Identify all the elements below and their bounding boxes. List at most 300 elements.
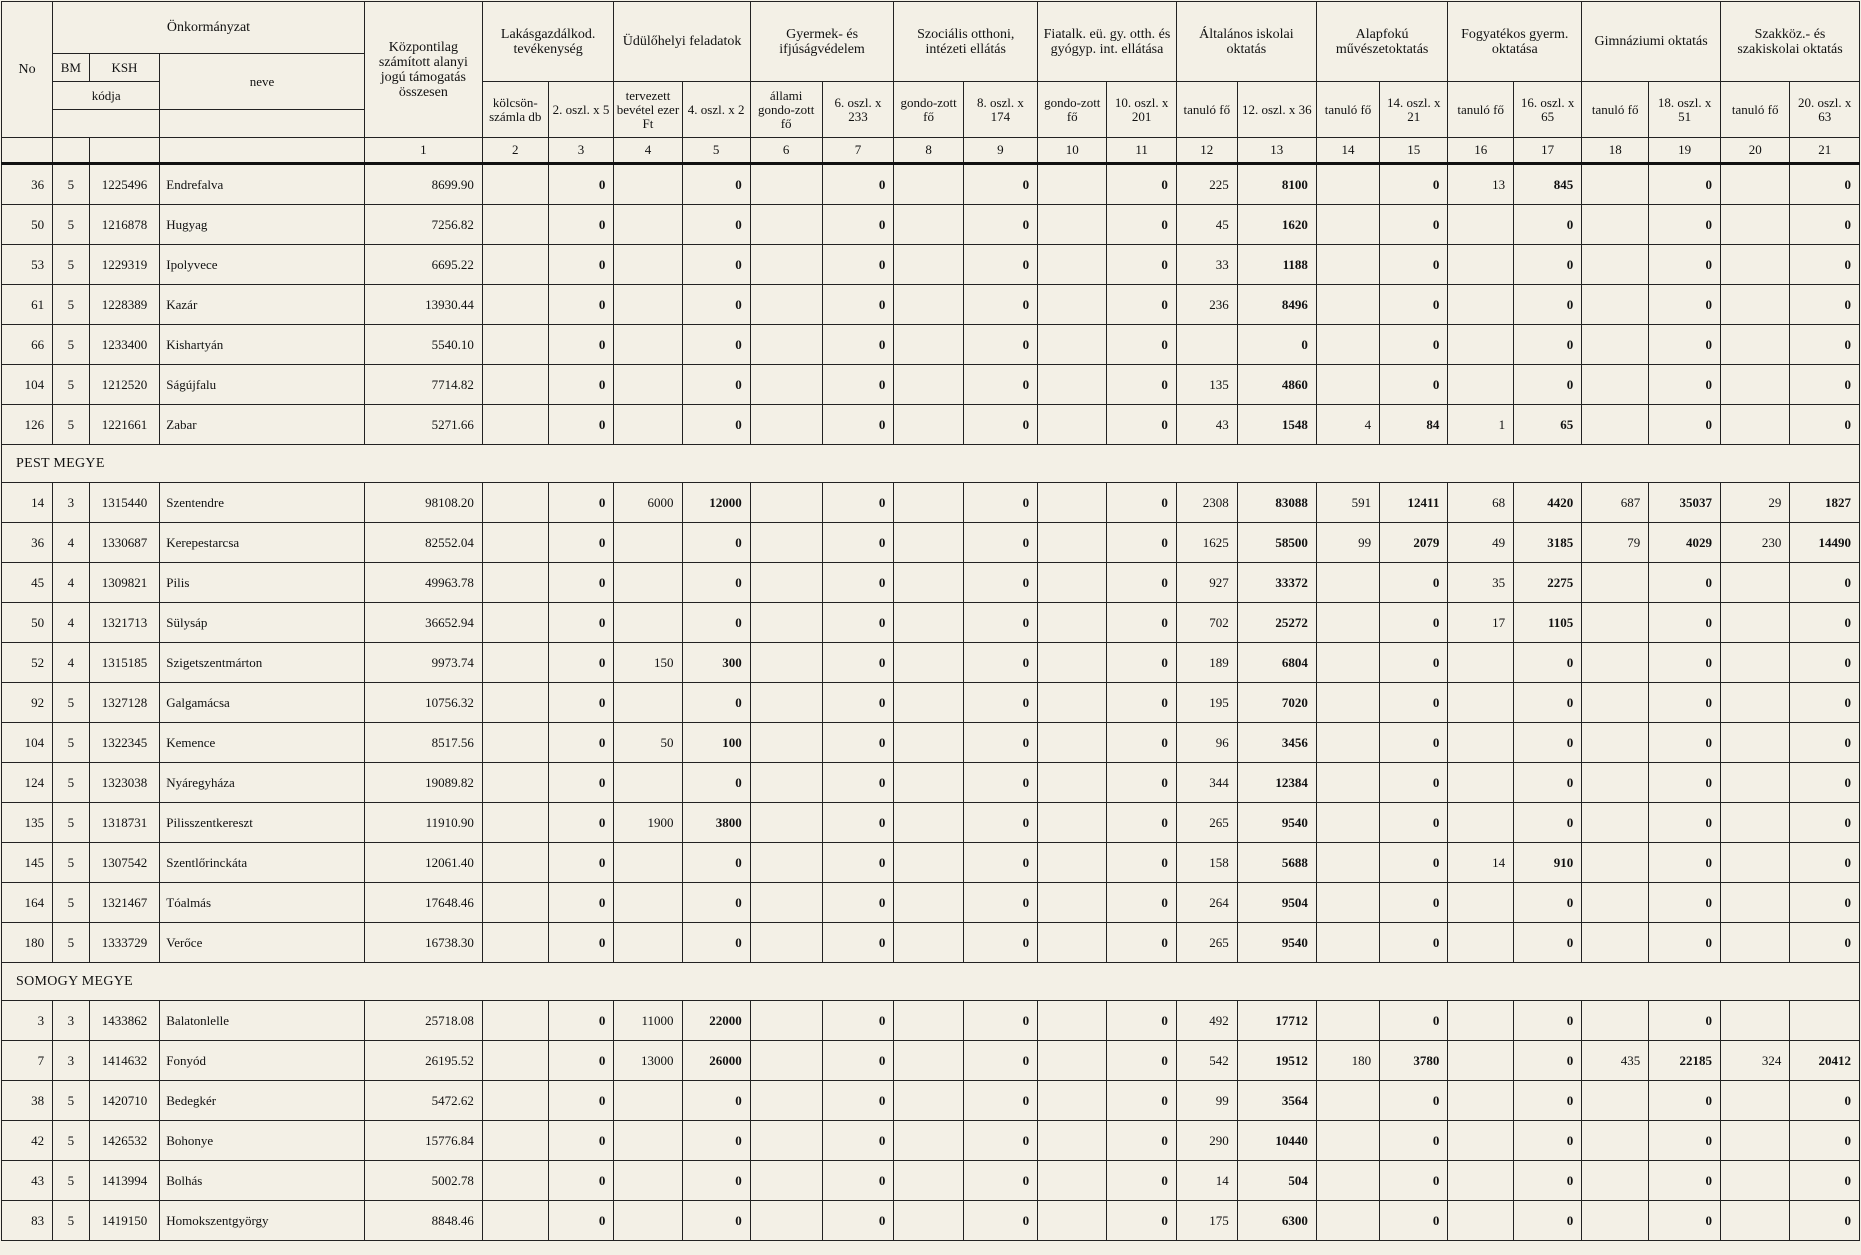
column-number: 12	[1176, 138, 1237, 164]
row-col-7: 0	[822, 1041, 894, 1081]
row-col-21: 0	[1790, 1161, 1860, 1201]
row-total-support: 36652.94	[364, 603, 482, 643]
row-col-2	[482, 1161, 548, 1201]
row-bm-code: 5	[53, 164, 90, 205]
row-col-21: 0	[1790, 164, 1860, 205]
row-col-12: 189	[1176, 643, 1237, 683]
header-group-2: Üdülőhelyi feladatok	[614, 2, 750, 82]
row-bm-code: 5	[53, 365, 90, 405]
row-municipality-name: Nyáregyháza	[160, 763, 365, 803]
row-col-5: 0	[682, 1081, 750, 1121]
row-col-12	[1176, 325, 1237, 365]
row-col-17: 4420	[1514, 483, 1582, 523]
row-col-4	[614, 1081, 682, 1121]
row-col-2	[482, 164, 548, 205]
column-number: 16	[1448, 138, 1514, 164]
column-number: 21	[1790, 138, 1860, 164]
row-col-14	[1316, 803, 1379, 843]
row-col-2	[482, 1001, 548, 1041]
row-col-18	[1582, 563, 1649, 603]
row-col-17: 65	[1514, 405, 1582, 445]
row-col-13: 1548	[1237, 405, 1316, 445]
row-col-21: 0	[1790, 405, 1860, 445]
row-municipality-name: Pilis	[160, 563, 365, 603]
row-ksh-code: 1307542	[89, 843, 160, 883]
row-col-8	[894, 923, 963, 963]
row-no: 124	[2, 763, 53, 803]
row-col-6	[750, 643, 822, 683]
row-col-14	[1316, 365, 1379, 405]
table-row	[2, 205, 1860, 245]
row-col-7: 0	[822, 883, 894, 923]
row-bm-code: 3	[53, 1001, 90, 1041]
row-col-10	[1038, 325, 1107, 365]
row-municipality-name: Tóalmás	[160, 883, 365, 923]
row-col-16: 68	[1448, 483, 1514, 523]
row-col-5: 0	[682, 603, 750, 643]
table-row	[2, 285, 1860, 325]
row-col-15: 0	[1380, 285, 1448, 325]
row-total-support: 16738.30	[364, 923, 482, 963]
row-col-18	[1582, 1081, 1649, 1121]
row-col-5: 0	[682, 843, 750, 883]
header-sub-18: 18. oszl. x 51	[1649, 82, 1721, 138]
row-col-18	[1582, 1121, 1649, 1161]
column-number: 5	[682, 138, 750, 164]
header-no: No	[2, 2, 53, 138]
row-col-17: 0	[1514, 1161, 1582, 1201]
header-sub-9: gondo-zott fő	[1038, 82, 1107, 138]
row-col-12: 265	[1176, 803, 1237, 843]
row-municipality-name: Kerepestarcsa	[160, 523, 365, 563]
row-col-8	[894, 563, 963, 603]
row-no: 14	[2, 483, 53, 523]
row-col-19: 0	[1649, 563, 1721, 603]
row-col-20	[1721, 883, 1790, 923]
column-number-blank	[89, 138, 160, 164]
row-col-16	[1448, 1121, 1514, 1161]
row-col-17: 0	[1514, 763, 1582, 803]
column-number-blank	[2, 138, 53, 164]
row-col-19: 0	[1649, 803, 1721, 843]
row-col-17: 0	[1514, 923, 1582, 963]
row-col-4	[614, 603, 682, 643]
row-col-21: 0	[1790, 1121, 1860, 1161]
row-col-2	[482, 923, 548, 963]
row-ksh-code: 1309821	[89, 563, 160, 603]
column-number: 11	[1107, 138, 1176, 164]
header-sub-11: tanuló fő	[1176, 82, 1237, 138]
row-ksh-code: 1221661	[89, 405, 160, 445]
row-col-11: 0	[1107, 523, 1176, 563]
row-col-18	[1582, 1201, 1649, 1241]
table-row	[2, 1001, 1860, 1041]
row-col-21: 0	[1790, 285, 1860, 325]
row-col-9: 0	[963, 325, 1037, 365]
row-no: 66	[2, 325, 53, 365]
row-col-21: 0	[1790, 843, 1860, 883]
row-municipality-name: Balatonlelle	[160, 1001, 365, 1041]
table-header	[2, 2, 1860, 164]
row-municipality-name: Sülysáp	[160, 603, 365, 643]
column-number-blank	[160, 138, 365, 164]
row-no: 83	[2, 1201, 53, 1241]
row-bm-code: 4	[53, 523, 90, 563]
row-col-16	[1448, 883, 1514, 923]
table-row	[2, 1121, 1860, 1161]
row-col-14	[1316, 683, 1379, 723]
row-col-3: 0	[548, 603, 614, 643]
header-sub-14: 14. oszl. x 21	[1380, 82, 1448, 138]
row-col-10	[1038, 643, 1107, 683]
row-col-5: 3800	[682, 803, 750, 843]
row-col-16: 13	[1448, 164, 1514, 205]
row-col-6	[750, 405, 822, 445]
row-col-9: 0	[963, 285, 1037, 325]
row-col-12: 45	[1176, 205, 1237, 245]
row-total-support: 17648.46	[364, 883, 482, 923]
row-col-11: 0	[1107, 405, 1176, 445]
row-col-10	[1038, 1041, 1107, 1081]
row-col-7: 0	[822, 483, 894, 523]
header-sub-16: 16. oszl. x 65	[1514, 82, 1582, 138]
header-sub-13: tanuló fő	[1316, 82, 1379, 138]
row-col-6	[750, 164, 822, 205]
header-bm: BM	[53, 54, 90, 82]
row-col-19: 0	[1649, 923, 1721, 963]
row-total-support: 82552.04	[364, 523, 482, 563]
row-col-15: 84	[1380, 405, 1448, 445]
row-col-11: 0	[1107, 883, 1176, 923]
row-total-support: 25718.08	[364, 1001, 482, 1041]
column-number: 4	[614, 138, 682, 164]
row-no: 43	[2, 1161, 53, 1201]
row-col-10	[1038, 603, 1107, 643]
row-col-2	[482, 1121, 548, 1161]
row-col-6	[750, 1121, 822, 1161]
row-col-6	[750, 365, 822, 405]
row-col-9: 0	[963, 1001, 1037, 1041]
row-col-9: 0	[963, 883, 1037, 923]
header-kozpontilag: Központilag számított alanyi jogú támogatás összesen	[364, 2, 482, 138]
row-col-9: 0	[963, 405, 1037, 445]
row-col-9: 0	[963, 1161, 1037, 1201]
row-col-20	[1721, 643, 1790, 683]
row-col-15: 0	[1380, 723, 1448, 763]
row-municipality-name: Hugyag	[160, 205, 365, 245]
row-col-21: 0	[1790, 245, 1860, 285]
row-col-8	[894, 245, 963, 285]
row-col-9: 0	[963, 245, 1037, 285]
row-col-14	[1316, 563, 1379, 603]
row-col-20	[1721, 164, 1790, 205]
table-row	[2, 365, 1860, 405]
row-col-11: 0	[1107, 1201, 1176, 1241]
row-col-6	[750, 923, 822, 963]
row-col-17: 0	[1514, 1041, 1582, 1081]
row-col-9: 0	[963, 164, 1037, 205]
header-sub-17: tanuló fő	[1582, 82, 1649, 138]
row-col-3: 0	[548, 1081, 614, 1121]
header-group-1: Lakásgazdálkod. tevékenység	[482, 2, 613, 82]
row-col-6	[750, 1081, 822, 1121]
row-col-13: 1188	[1237, 245, 1316, 285]
row-total-support: 13930.44	[364, 285, 482, 325]
row-col-6	[750, 1001, 822, 1041]
row-municipality-name: Zabar	[160, 405, 365, 445]
row-col-13: 33372	[1237, 563, 1316, 603]
row-col-5: 0	[682, 883, 750, 923]
column-number: 6	[750, 138, 822, 164]
row-col-2	[482, 843, 548, 883]
row-total-support: 5271.66	[364, 405, 482, 445]
row-col-11: 0	[1107, 325, 1176, 365]
row-bm-code: 3	[53, 1041, 90, 1081]
row-col-2	[482, 365, 548, 405]
row-col-18	[1582, 1001, 1649, 1041]
row-col-3: 0	[548, 164, 614, 205]
row-col-2	[482, 563, 548, 603]
table-row	[2, 1081, 1860, 1121]
row-col-5: 12000	[682, 483, 750, 523]
row-col-11: 0	[1107, 1161, 1176, 1201]
row-col-8	[894, 285, 963, 325]
row-col-12: 344	[1176, 763, 1237, 803]
row-col-13: 8496	[1237, 285, 1316, 325]
row-col-2	[482, 883, 548, 923]
table-row	[2, 523, 1860, 563]
row-col-18	[1582, 603, 1649, 643]
row-col-9: 0	[963, 723, 1037, 763]
row-col-20	[1721, 205, 1790, 245]
row-col-15: 0	[1380, 1161, 1448, 1201]
row-col-21: 0	[1790, 1081, 1860, 1121]
row-col-17: 0	[1514, 365, 1582, 405]
row-col-7: 0	[822, 803, 894, 843]
row-bm-code: 5	[53, 1081, 90, 1121]
row-col-4	[614, 164, 682, 205]
row-total-support: 7714.82	[364, 365, 482, 405]
row-col-10	[1038, 883, 1107, 923]
row-col-7: 0	[822, 763, 894, 803]
row-col-13: 9540	[1237, 803, 1316, 843]
row-col-2	[482, 285, 548, 325]
row-col-8	[894, 1161, 963, 1201]
header-sub-12: 12. oszl. x 36	[1237, 82, 1316, 138]
row-col-3: 0	[548, 365, 614, 405]
municipal-subsidy-table	[1, 1, 1860, 1241]
row-total-support: 12061.40	[364, 843, 482, 883]
row-ksh-code: 1433862	[89, 1001, 160, 1041]
row-col-5: 0	[682, 365, 750, 405]
row-col-19: 0	[1649, 164, 1721, 205]
row-col-13: 504	[1237, 1161, 1316, 1201]
row-col-11: 0	[1107, 164, 1176, 205]
row-no: 50	[2, 603, 53, 643]
header-sub-19: tanuló fő	[1721, 82, 1790, 138]
row-col-21: 0	[1790, 205, 1860, 245]
row-col-16: 17	[1448, 603, 1514, 643]
row-col-6	[750, 763, 822, 803]
row-col-19: 0	[1649, 603, 1721, 643]
row-col-18	[1582, 365, 1649, 405]
row-col-3: 0	[548, 1201, 614, 1241]
row-bm-code: 5	[53, 285, 90, 325]
row-total-support: 98108.20	[364, 483, 482, 523]
row-col-6	[750, 883, 822, 923]
row-col-5: 0	[682, 285, 750, 325]
row-col-9: 0	[963, 365, 1037, 405]
row-col-13: 10440	[1237, 1121, 1316, 1161]
row-col-5: 0	[682, 405, 750, 445]
row-col-8	[894, 1121, 963, 1161]
row-col-17: 0	[1514, 643, 1582, 683]
row-total-support: 8517.56	[364, 723, 482, 763]
row-col-9: 0	[963, 643, 1037, 683]
row-col-6	[750, 563, 822, 603]
row-col-20	[1721, 563, 1790, 603]
header-kodja-spacer	[53, 110, 160, 138]
row-col-21: 0	[1790, 1201, 1860, 1241]
row-col-7: 0	[822, 603, 894, 643]
row-col-9: 0	[963, 1201, 1037, 1241]
column-number: 20	[1721, 138, 1790, 164]
row-col-21: 20412	[1790, 1041, 1860, 1081]
row-col-21: 0	[1790, 563, 1860, 603]
row-ksh-code: 1212520	[89, 365, 160, 405]
row-col-4	[614, 245, 682, 285]
row-col-20: 29	[1721, 483, 1790, 523]
row-municipality-name: Bohonye	[160, 1121, 365, 1161]
row-col-3: 0	[548, 1161, 614, 1201]
row-col-19: 0	[1649, 683, 1721, 723]
row-col-16: 49	[1448, 523, 1514, 563]
row-col-19: 0	[1649, 1121, 1721, 1161]
header-group-6: Általános iskolai oktatás	[1176, 2, 1316, 82]
row-col-11: 0	[1107, 365, 1176, 405]
row-col-17: 0	[1514, 803, 1582, 843]
row-col-18	[1582, 723, 1649, 763]
table-row	[2, 643, 1860, 683]
row-col-4	[614, 285, 682, 325]
row-col-14	[1316, 164, 1379, 205]
row-col-13: 5688	[1237, 843, 1316, 883]
table-row	[2, 803, 1860, 843]
row-col-7: 0	[822, 405, 894, 445]
row-no: 50	[2, 205, 53, 245]
row-bm-code: 4	[53, 563, 90, 603]
row-col-14: 4	[1316, 405, 1379, 445]
row-col-15: 0	[1380, 683, 1448, 723]
row-col-21	[1790, 1001, 1860, 1041]
column-number: 17	[1514, 138, 1582, 164]
row-col-20	[1721, 763, 1790, 803]
header-sub-3: tervezett bevétel ezer Ft	[614, 82, 682, 138]
row-col-17: 0	[1514, 285, 1582, 325]
row-ksh-code: 1426532	[89, 1121, 160, 1161]
header-neve-spacer	[160, 110, 365, 138]
row-col-20	[1721, 1081, 1790, 1121]
row-col-17: 910	[1514, 843, 1582, 883]
row-col-8	[894, 723, 963, 763]
row-col-9: 0	[963, 803, 1037, 843]
row-col-2	[482, 763, 548, 803]
row-col-4: 150	[614, 643, 682, 683]
row-col-5: 26000	[682, 1041, 750, 1081]
row-col-17: 0	[1514, 1001, 1582, 1041]
row-col-4	[614, 563, 682, 603]
header-sub-5: állami gondo-zott fő	[750, 82, 822, 138]
row-no: 61	[2, 285, 53, 325]
row-col-6	[750, 1041, 822, 1081]
row-col-19: 0	[1649, 205, 1721, 245]
row-col-14	[1316, 245, 1379, 285]
row-col-11: 0	[1107, 803, 1176, 843]
row-ksh-code: 1321713	[89, 603, 160, 643]
table-row	[2, 763, 1860, 803]
header-neve: neve	[160, 54, 365, 110]
row-ksh-code: 1323038	[89, 763, 160, 803]
row-col-11: 0	[1107, 205, 1176, 245]
row-col-15: 0	[1380, 563, 1448, 603]
row-col-3: 0	[548, 763, 614, 803]
row-col-4	[614, 843, 682, 883]
row-col-2	[482, 683, 548, 723]
row-col-8	[894, 405, 963, 445]
row-col-3: 0	[548, 285, 614, 325]
row-municipality-name: Verőce	[160, 923, 365, 963]
row-bm-code: 4	[53, 603, 90, 643]
row-col-19: 0	[1649, 883, 1721, 923]
row-col-4	[614, 1121, 682, 1161]
row-col-8	[894, 603, 963, 643]
row-col-13: 3456	[1237, 723, 1316, 763]
row-total-support: 5002.78	[364, 1161, 482, 1201]
row-col-18	[1582, 883, 1649, 923]
row-col-5: 0	[682, 1161, 750, 1201]
table-row	[2, 1161, 1860, 1201]
row-col-16	[1448, 803, 1514, 843]
row-col-4	[614, 923, 682, 963]
row-col-14	[1316, 205, 1379, 245]
row-total-support: 5472.62	[364, 1081, 482, 1121]
county-section-row	[2, 445, 1860, 483]
row-ksh-code: 1225496	[89, 164, 160, 205]
row-col-16: 14	[1448, 843, 1514, 883]
row-col-11: 0	[1107, 763, 1176, 803]
row-col-7: 0	[822, 1001, 894, 1041]
column-number: 1	[364, 138, 482, 164]
row-col-15: 0	[1380, 245, 1448, 285]
row-col-11: 0	[1107, 285, 1176, 325]
row-col-21: 0	[1790, 923, 1860, 963]
row-col-6	[750, 523, 822, 563]
row-total-support: 10756.32	[364, 683, 482, 723]
row-no: 135	[2, 803, 53, 843]
row-col-5: 22000	[682, 1001, 750, 1041]
row-col-4: 13000	[614, 1041, 682, 1081]
row-col-19: 0	[1649, 1161, 1721, 1201]
row-col-21: 0	[1790, 365, 1860, 405]
row-col-16	[1448, 285, 1514, 325]
row-col-11: 0	[1107, 1001, 1176, 1041]
row-col-21: 0	[1790, 763, 1860, 803]
row-col-6	[750, 1201, 822, 1241]
row-col-11: 0	[1107, 643, 1176, 683]
row-bm-code: 5	[53, 923, 90, 963]
table-row	[2, 603, 1860, 643]
row-col-16	[1448, 683, 1514, 723]
